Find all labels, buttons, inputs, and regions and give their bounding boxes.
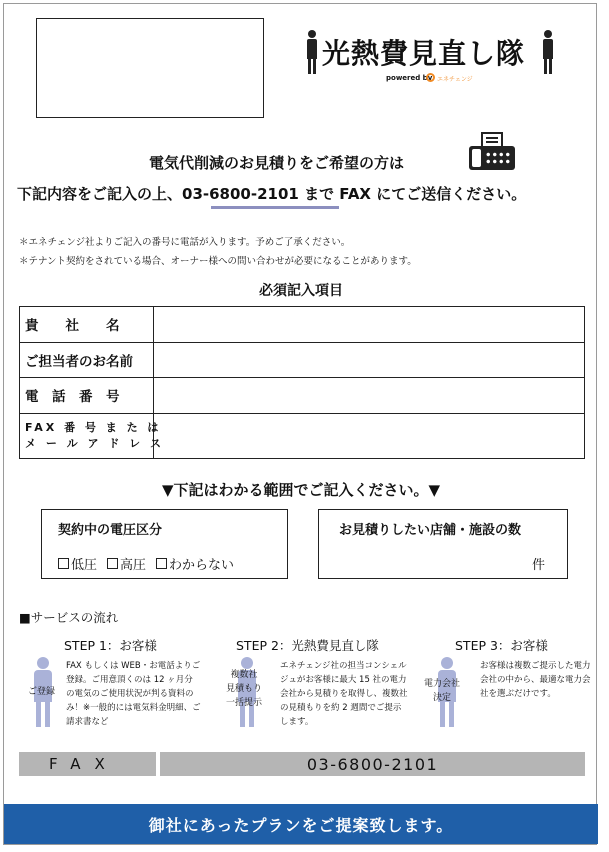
required-section-title: 必須記入項目: [259, 283, 343, 299]
note-1: ＊エネチェンジ社よりご記入の番号に電話が入ります。予めご了承ください。: [19, 237, 351, 248]
brand-logo-icon: [426, 73, 435, 82]
fax-or-email-label-line-1: FAX 番 号 ま た は: [25, 420, 162, 434]
checkbox-icon[interactable]: [156, 558, 167, 569]
step-2-person-label: 複数社 見積もり 一括提示: [226, 670, 263, 708]
intro-fax-number: 03-6800-2101: [182, 185, 299, 203]
logo-title: 光熱費見直し隊: [322, 37, 526, 70]
voltage-box: [41, 509, 288, 579]
person-icon: [542, 30, 554, 74]
unknown-voltage-option[interactable]: [156, 554, 234, 573]
step-3-person-label: 電力会社 決定: [424, 679, 461, 703]
step-2-text: エネチェンジ社の担当コンシェルジュがお客様に最大 15 社の電力会社から見積りを取得し、複数社の見積もりを約 2 週間でご提示します。: [280, 661, 408, 727]
voltage-label: 契約中の電圧区分: [58, 523, 163, 538]
footer-banner: 御社にあったプランをご提案致します。: [4, 804, 598, 844]
contact-name-label: ご担当者のお名前: [20, 343, 154, 378]
powered-by-text: powered by: [386, 74, 433, 82]
required-fields-table: [19, 306, 585, 459]
high-voltage-option[interactable]: [107, 554, 146, 573]
option-label: わからない: [169, 558, 235, 573]
fax-or-email-label: [20, 414, 164, 458]
phone-number-field[interactable]: [154, 378, 584, 413]
note-2: ＊テナント契約をされている場合、オーナー様への問い合わせが必要になることがあります。: [19, 256, 417, 267]
option-label: 高圧: [120, 558, 147, 573]
fax-form-page: [3, 3, 597, 845]
logo: [304, 22, 559, 92]
low-voltage-option[interactable]: [58, 554, 97, 573]
step-1-person-label: ご登録: [28, 687, 56, 697]
step-1-text: FAX もしくは WEB・お電話よりご登録。ご用意頂くのは 12 ヶ月分の電気のご使用状況が判る資料のみ！※一般的には電気料金明細、ご請求書など: [66, 661, 201, 727]
checkbox-icon[interactable]: [107, 558, 118, 569]
intro-line-2-suffix: まで FAX にてご送信ください。: [298, 185, 527, 203]
company-name-label: 貴 社 名: [20, 307, 154, 342]
fax-machine-icon: [469, 132, 515, 170]
company-stamp-box: [36, 18, 264, 118]
fax-number-bar: 03-6800-2101: [160, 752, 585, 776]
table-row: [20, 414, 584, 458]
intro-line-2: [17, 183, 526, 204]
service-flow-title: ■サービスの流れ: [19, 610, 119, 625]
brand-name: エネチェンジ: [437, 76, 473, 83]
fax-label-bar: FAX: [19, 752, 156, 776]
step-1-title: STEP 1：お客様: [64, 638, 157, 653]
step-3-text: お客様は複数ご提示した電力会社の中から、最適な電力会社を選ぶだけです。: [480, 661, 591, 699]
table-row: [20, 378, 584, 414]
option-label: 低圧: [71, 558, 98, 573]
store-count-label: お見積りしたい店舗・施設の数: [339, 523, 522, 538]
step-3-title: STEP 3：お客様: [455, 638, 548, 653]
person-icon: [306, 30, 318, 74]
phone-number-label: 電 話 番 号: [20, 378, 154, 413]
intro-line-1: 電気代削減のお見積りをご希望の方は: [149, 154, 405, 172]
checkbox-icon[interactable]: [58, 558, 69, 569]
fax-number-underline: [211, 206, 339, 209]
optional-section-title: ▼下記はわかる範囲でご記入ください。▼: [161, 481, 441, 499]
store-count-unit: 件: [531, 558, 545, 573]
company-name-field[interactable]: [154, 307, 584, 342]
store-count-box[interactable]: [318, 509, 568, 579]
step-2-title: STEP 2：光熱費見直し隊: [236, 638, 379, 653]
contact-name-field[interactable]: [154, 343, 584, 378]
voltage-options: [58, 554, 234, 573]
table-row: [20, 307, 584, 343]
table-row: [20, 343, 584, 379]
intro-line-2-prefix: 下記内容をご記入の上、: [17, 185, 183, 203]
fax-or-email-label-line-2: メ ー ル ア ド レ ス: [25, 436, 164, 450]
fax-or-email-field[interactable]: [154, 414, 584, 458]
